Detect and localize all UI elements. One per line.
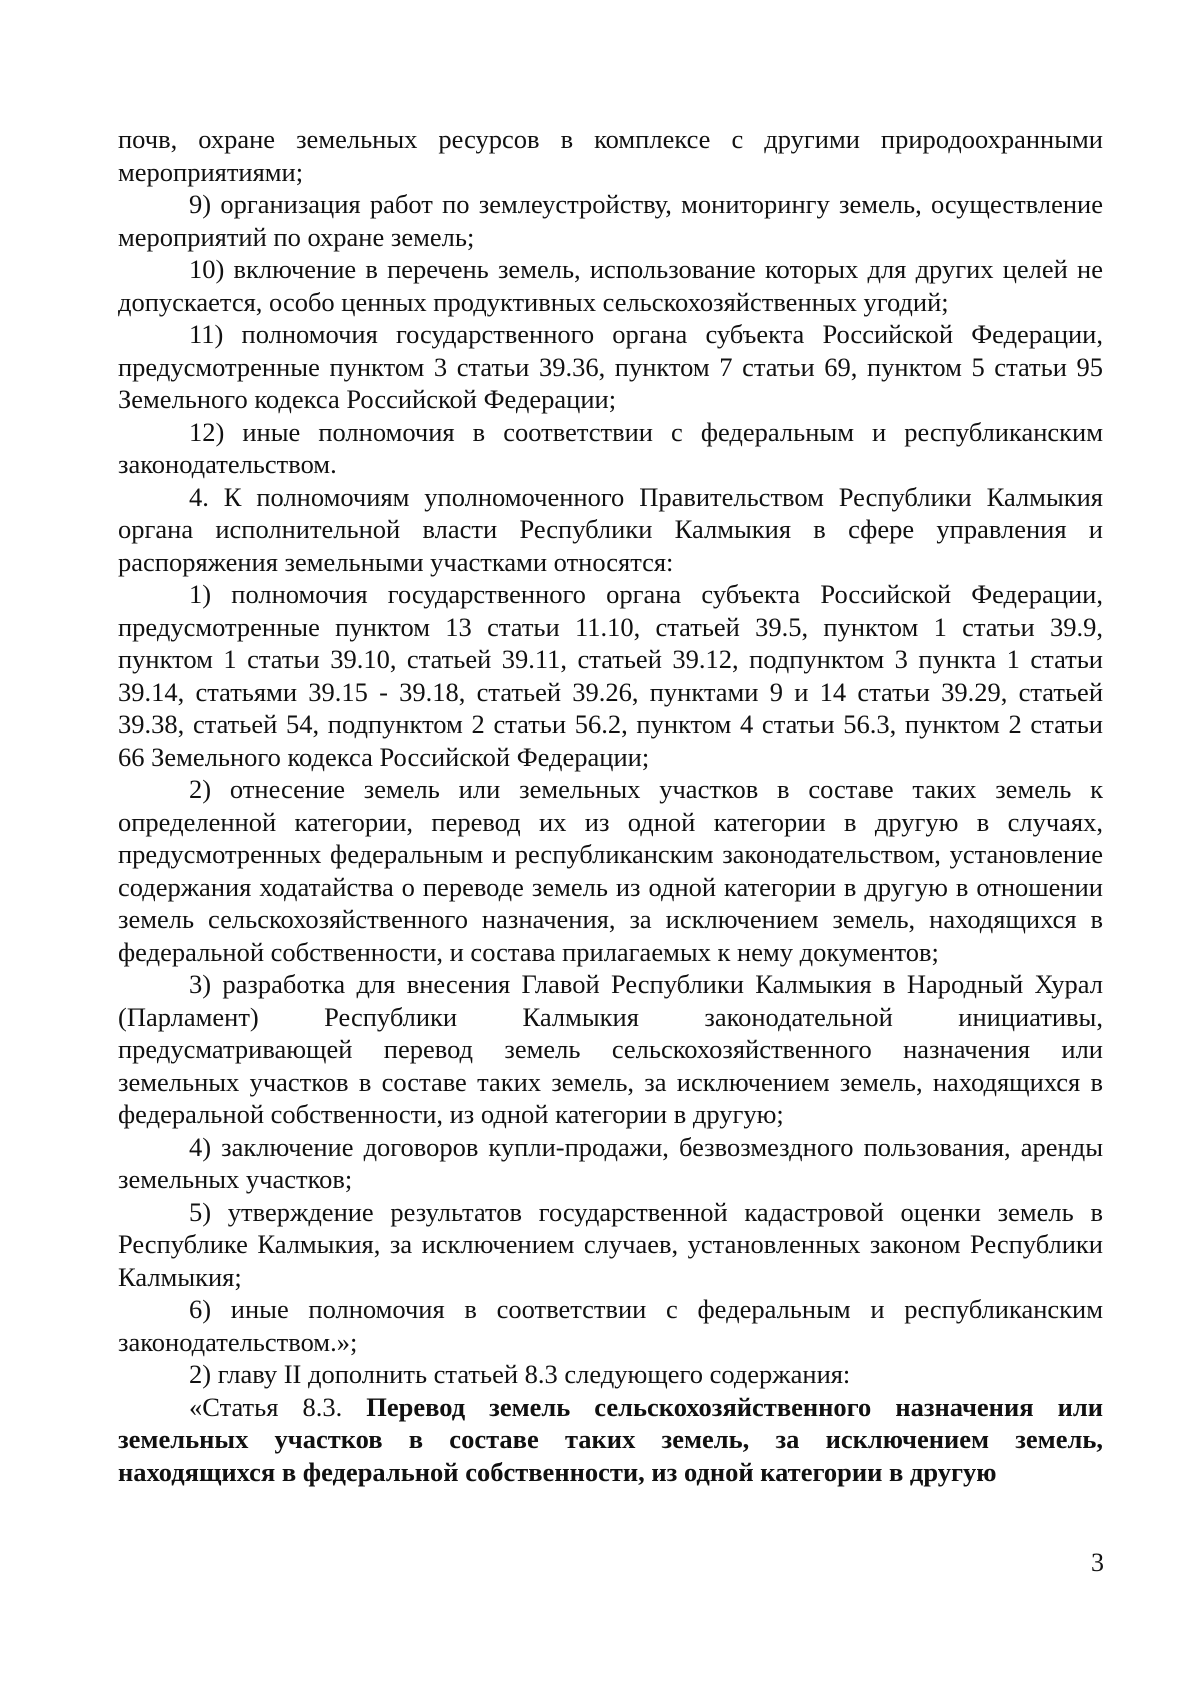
paragraph-item-12: 12) иные полномочия в соответствии с федеральным и республиканским законодательством. [118, 416, 1103, 479]
paragraph-sub-item-1: 1) полномочия государственного органа субъекта Российской Федерации, предусмотренные пунктом 13 статьи 11.10, статьей 39.5, пунктом 1 статьи 39.9, пунктом 1 статьи 39.10, статьей 39.11, статьей 39.12, подпунктом 3 пункта 1 статьи 39.14, статьями 39.15 - 39.18, статьей 39.26, пунктами 9 и 14 статьи 39.29, статьей 39.38, статьей 54, подпунктом 2 статьи 56.2, пунктом 4 статьи 56.3, пунктом 2 статьи 66 Земельного кодекса Российской Федерации; [118, 579, 1103, 772]
article-prefix: «Статья 8.3. [189, 1391, 367, 1422]
paragraph-soil-protection: почв, охране земельных ресурсов в комплексе с другими природоохранными мероприятиями; [118, 124, 1103, 187]
paragraph-sub-item-6: 6) иные полномочия в соответствии с федеральным и республиканским законодательством.»; [118, 1294, 1103, 1357]
paragraph-sub-item-5: 5) утверждение результатов государственной кадастровой оценки земель в Республике Калмыкия, за исключением случаев, установленных законом Республики Калмыкия; [118, 1196, 1103, 1292]
paragraph-amendment-chapter-2: 2) главу II дополнить статьей 8.3 следующего содержания: [189, 1359, 851, 1389]
document-body [118, 123, 1103, 1488]
paragraph-item-10: 10) включение в перечень земель, использование которых для других целей не допускается, особо ценных продуктивных сельскохозяйственных угодий; [118, 254, 1103, 317]
article-8-3-heading [118, 1391, 1103, 1489]
article-title: Перевод земель сельскохозяйственного назначения или земельных участков в составе таких земель, за исключением земель, находящихся в федеральной собственности, из одной категории в другую [118, 1391, 1103, 1487]
page-number: 3 [1091, 1548, 1104, 1577]
paragraph-sub-item-3: 3) разработка для внесения Главой Республики Калмыкия в Народный Хурал (Парламент) Республики Калмыкия законодательной инициативы, предусматривающей перевод земель сельскохозяйственного назначения или земельных участков в составе таких земель, за исключением земель, находящихся в федеральной собственности, из одной категории в другую; [118, 969, 1103, 1129]
paragraph-item-11: 11) полномочия государственного органа субъекта Российской Федерации, предусмотренные пунктом 3 статьи 39.36, пунктом 7 статьи 69, пунктом 5 статьи 95 Земельного кодекса Российской Федерации; [118, 319, 1103, 414]
paragraph-sub-item-2: 2) отнесение земель или земельных участков в составе таких земель к определенной категории, перевод их из одной категории в другую в случаях, предусмотренных федеральным и республиканским законодательством, установление содержания ходатайства о переводе земель из одной категории в другую в отношении земель сельскохозяйственного назначения, за исключением земель, находящихся в федеральной собственности, и состава прилагаемых к нему документов; [118, 774, 1103, 967]
paragraph-section-4: 4. К полномочиям уполномоченного Правительством Республики Калмыкия органа исполнительной власти Республики Калмыкия в сфере управления и распоряжения земельными участками относятся: [118, 481, 1103, 577]
paragraph-item-9: 9) организация работ по землеустройству, мониторингу земель, осуществление мероприятий по охране земель; [118, 189, 1103, 252]
paragraph-sub-item-4: 4) заключение договоров купли-продажи, безвозмездного пользования, аренды земельных участков; [118, 1131, 1103, 1194]
